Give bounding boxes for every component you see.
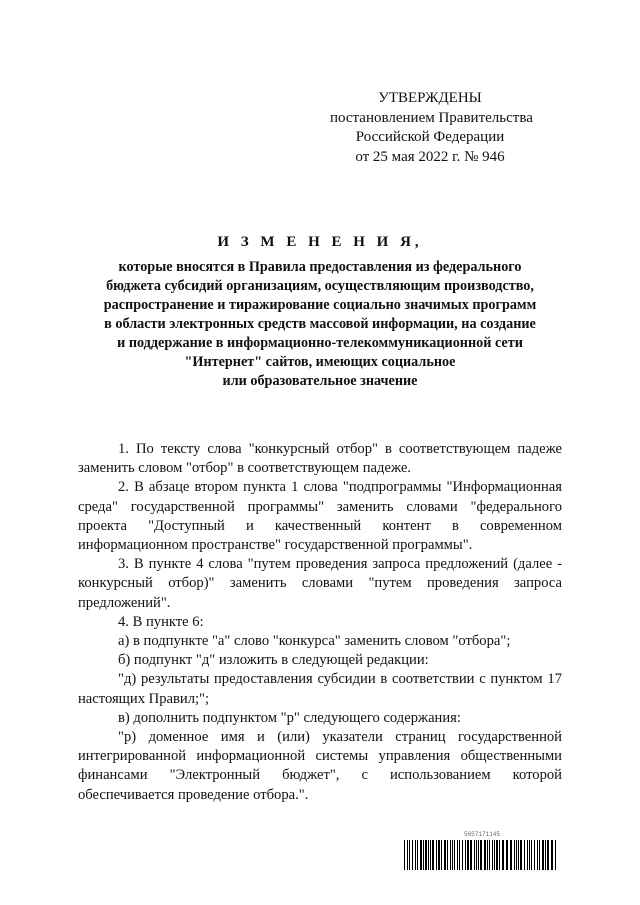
barcode-number: 5657171145: [463, 831, 500, 838]
paragraph-1: 1. По тексту слова "конкурсный отбор" в соответствующем падеже заменить словом "отбор" в соответствующем падеже.: [78, 441, 562, 477]
paragraph-4: 4. В пункте 6:: [118, 613, 204, 630]
subtitle-line: бюджета субсидий организациям, осуществляющим производство,: [106, 278, 534, 294]
approval-line-2: постановлением Правительства: [330, 109, 533, 126]
approval-line-4: от 25 мая 2022 г. № 946: [355, 148, 505, 165]
document-body: [78, 440, 562, 805]
approval-line-1: УТВЕРЖДЕНЫ: [378, 90, 482, 106]
subparagraph-a: а) в подпункте "а" слово "конкурса" заменить словом "отбора";: [118, 633, 511, 650]
barcode-block: [404, 831, 560, 870]
document-subtitle: [78, 258, 562, 391]
paragraph-3: 3. В пункте 4 слова "путем проведения запроса предложений (далее - конкурсный отбор)" заменить словами "путем проведения запроса предложений".: [78, 556, 562, 611]
subparagraph-b: б) подпункт "д" изложить в следующей редакции:: [118, 652, 429, 669]
approval-line-3: Российской Федерации: [355, 129, 505, 145]
barcode-image: [404, 840, 560, 870]
document-title: И З М Е Н Е Н И Я,: [217, 234, 423, 250]
subtitle-line: которые вносятся в Правила предоставления из федерального: [118, 259, 522, 275]
subtitle-line: в области электронных средств массовой информации, на создание: [104, 316, 536, 332]
paragraph-2: 2. В абзаце втором пункта 1 слова "подпрограммы "Информационная среда" государственной программы" заменить словами "федерального проекта "Доступный и качественный контент в современном информационном пространстве" государственной программы".: [78, 479, 562, 554]
subparagraph-v: в) дополнить подпунктом "р" следующего содержания:: [118, 709, 461, 726]
subparagraph-r-text: "р) доменное имя и (или) указатели страниц государственной интегрированной информационной системы управления общественными финансами "Электронный бюджет", с использованием которой обеспечивается проведение отбора.".: [78, 729, 562, 803]
subtitle-line: "Интернет" сайтов, имеющих социальное: [184, 354, 456, 370]
subparagraph-d-text: "д) результаты предоставления субсидии в соответствии с пунктом 17 настоящих Правил;";: [78, 671, 562, 707]
subtitle-line: или образовательное значение: [222, 373, 418, 389]
subtitle-line: распространение и тиражирование социально значимых программ: [103, 297, 537, 313]
approval-stamp: [330, 89, 533, 167]
subtitle-line: и поддержание в информационно-телекоммуникационной сети: [117, 335, 523, 351]
